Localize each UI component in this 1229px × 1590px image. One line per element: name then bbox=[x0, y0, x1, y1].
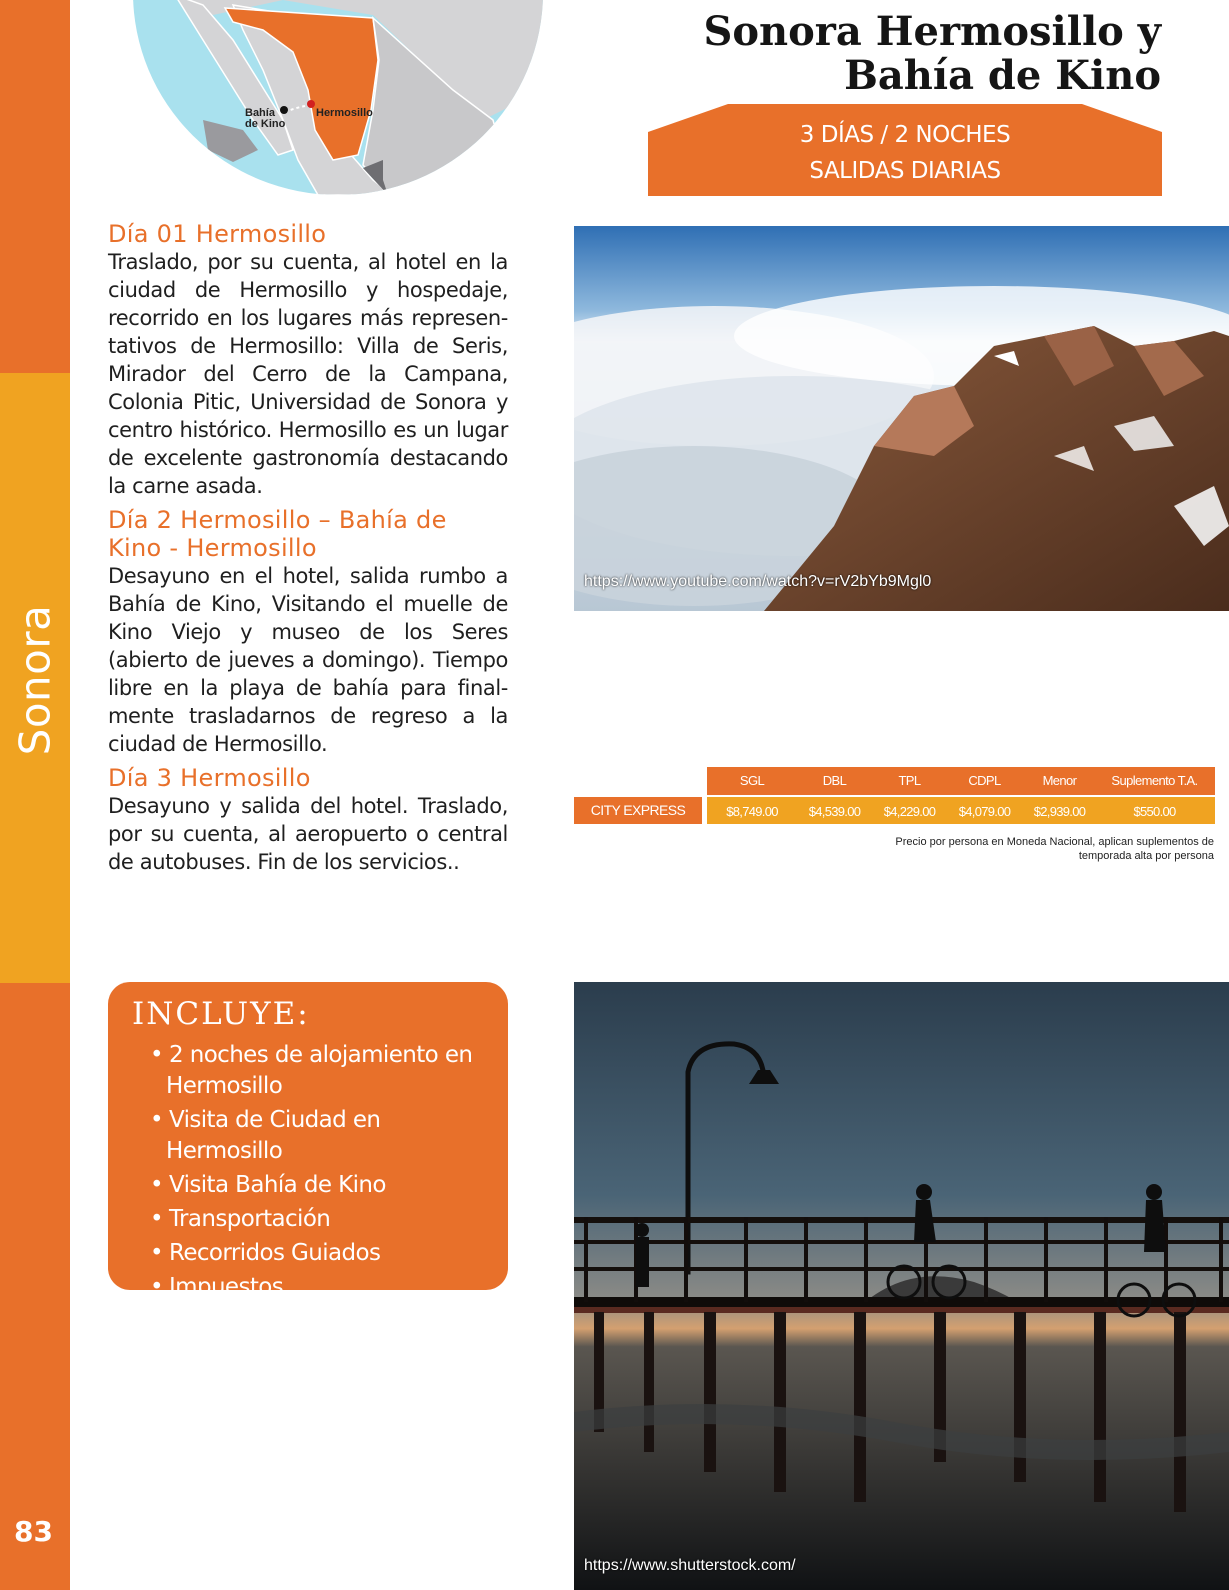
price-header-menor: Menor bbox=[1042, 773, 1077, 788]
departures-text: SALIDAS DIARIAS bbox=[809, 158, 1001, 184]
map-label-kino-line1: Bahía bbox=[245, 107, 275, 119]
includes-item: • Recorridos Guiados bbox=[150, 1238, 495, 1269]
duration-text: 3 DÍAS / 2 NOCHES bbox=[799, 122, 1011, 148]
price-header-cdpl: CDPL bbox=[968, 773, 1001, 788]
includes-item: • Visita de Ciudad en Hermosillo bbox=[150, 1105, 495, 1167]
includes-title: INCLUYE: bbox=[132, 996, 310, 1032]
day-1-description: Traslado, por su cuenta, al hotel en la ciudad de Hermosillo y hospedaje, recorrido en los lugares más represen-tativos de Hermosillo: Villa de Seris, Mirador del Cerro de la Campana, Colonia Pitic, Universidad de Sonora y centro histórico. Hermosillo es un lugar de excelente gastronomía destacando la carne asada. bbox=[108, 250, 508, 498]
price-cell-suplemento: $550.00 bbox=[1133, 804, 1176, 819]
map-label-hermosillo: Hermosillo bbox=[316, 107, 373, 119]
page-number: 83 bbox=[14, 1515, 53, 1548]
map-label-bahia-de-kino bbox=[245, 108, 285, 130]
price-note-line1: Precio por persona en Moneda Nacional, aplican suplementos de bbox=[895, 836, 1214, 848]
price-note bbox=[754, 835, 1214, 863]
price-header-suplemento: Suplemento T.A. bbox=[1111, 773, 1198, 788]
pier-photo-graphic bbox=[574, 982, 1229, 1590]
side-bar-bottom-band bbox=[0, 983, 70, 1590]
includes-item: • 2 noches de alojamiento en Hermosillo bbox=[150, 1040, 495, 1102]
page-title-line2: Bahía de Kino bbox=[844, 52, 1161, 99]
mountain-photo-graphic bbox=[574, 226, 1229, 611]
includes-list bbox=[150, 1040, 495, 1306]
day-3-description: Desayuno y salida del hotel. Traslado, por su cuenta, al aeropuerto o central de autobuses. Fin de los servicios.. bbox=[108, 794, 508, 874]
price-cell-menor: $2,939.00 bbox=[1033, 804, 1086, 819]
region-map-graphic bbox=[133, 0, 543, 195]
includes-box bbox=[108, 982, 508, 1300]
price-table-header bbox=[707, 767, 1215, 795]
map-label-kino-line2: de Kino bbox=[245, 118, 286, 130]
region-map bbox=[133, 0, 543, 195]
pier-photo bbox=[574, 982, 1229, 1590]
price-header-tpl: TPL bbox=[898, 773, 921, 788]
duration-banner bbox=[648, 104, 1162, 196]
side-bar-top-band bbox=[0, 0, 70, 373]
mountain-photo bbox=[574, 226, 1229, 611]
price-header-sgl: SGL bbox=[739, 773, 765, 788]
day-2-title: Día 2 Hermosillo – Bahía de Kino - Hermosillo bbox=[108, 506, 447, 562]
price-cell-tpl: $4,229.00 bbox=[883, 804, 936, 819]
page-title-line1: Sonora Hermosillo y bbox=[703, 8, 1161, 55]
itinerary bbox=[108, 220, 508, 882]
price-cell-dbl: $4,539.00 bbox=[808, 804, 861, 819]
pier-photo-credit: https://www.shutterstock.com/ bbox=[584, 1557, 796, 1574]
side-bar bbox=[0, 0, 70, 1590]
price-header-dbl: DBL bbox=[822, 773, 847, 788]
day-3-title: Día 3 Hermosillo bbox=[108, 764, 311, 792]
price-note-line2: temporada alta por persona bbox=[1078, 850, 1214, 862]
page-title bbox=[641, 10, 1161, 98]
includes-item: • Impuestos bbox=[150, 1272, 495, 1303]
price-cell-cdpl: $4,079.00 bbox=[958, 804, 1011, 819]
day-1-title: Día 01 Hermosillo bbox=[108, 220, 327, 248]
side-bar-region-label: Sonora bbox=[10, 604, 60, 756]
includes-item: • Visita Bahía de Kino bbox=[150, 1170, 495, 1201]
price-cell-sgl: $8,749.00 bbox=[726, 804, 778, 819]
price-row-hotel: CITY EXPRESS bbox=[574, 797, 702, 824]
mountain-photo-credit: https://www.youtube.com/watch?v=rV2bYb9Mgl0 bbox=[584, 573, 932, 590]
day-2-description: Desayuno en el hotel, salida rumbo a Bahía de Kino, Visitando el muelle de Kino Viejo y museo de los Seres (abierto de jueves a domingo). Tiempo libre en la playa de bahía para final-mente trasladarnos de regreso a la ciudad de Hermosillo. bbox=[108, 564, 508, 756]
price-row bbox=[707, 797, 1215, 824]
includes-item: • Transportación bbox=[150, 1204, 495, 1235]
